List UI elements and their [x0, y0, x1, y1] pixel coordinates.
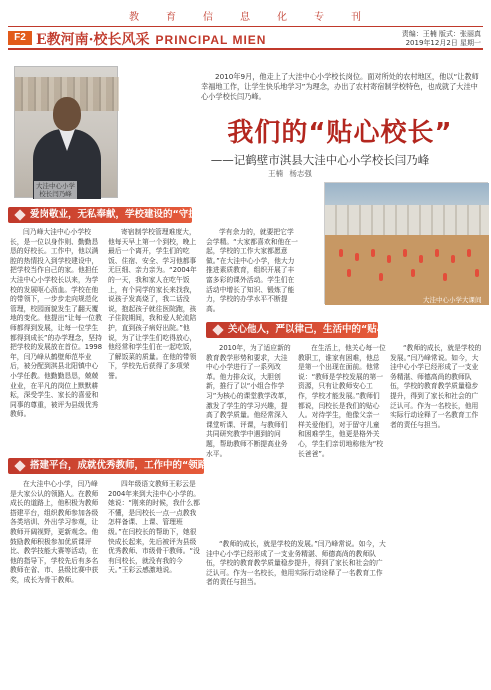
principal-photo	[14, 66, 118, 198]
article-column-1	[10, 228, 104, 456]
school-photo-caption: 大洼中心小学大课间操	[423, 296, 482, 313]
article-subheadline: ——记鹤壁市淇县大洼中心小学校长闫乃峰	[210, 153, 430, 167]
photo-student	[467, 249, 471, 257]
masthead-bottom-divider	[8, 48, 483, 50]
column-text: 2010年，为了适应新的教育教学形势和要求，大洼中心小学进行了一系列改革。他力排众议，大胆创新，推行了以“小组合作学习”为核心的课堂教学改革，激发了学生的学习兴趣，提高了教学质量。他经常深入课堂听课、评课，与教师们共同研究教学中遇到的问题，帮助教师不断提高业务水平。	[206, 344, 292, 458]
photo-student	[451, 255, 455, 263]
masthead-divider	[8, 26, 483, 27]
column-text: 在生活上，他关心每一位教职工，谁家有困难，他总是第一个出现在面前。他常说：“教师是学校发展的第一资源，只有让教师安心工作，学校才能发展。”教师们都说，闫校长是我们的贴心人。对待学生，他像父亲一样关爱他们，对于留守儿童和困难学生，他更是格外关心，学生们亲切地称他为“校长爸爸”。	[298, 344, 386, 458]
masthead-char: 专	[314, 12, 325, 23]
principal-photo-caption: 大洼中心小学 校长闫乃峰	[36, 182, 75, 198]
photo-student	[475, 269, 479, 277]
photo-student	[403, 249, 407, 257]
photo-student	[419, 255, 423, 263]
masthead-top-band	[0, 8, 491, 22]
photo-building	[325, 205, 489, 235]
masthead-char: 刊	[351, 12, 362, 23]
masthead-char: 息	[240, 12, 251, 23]
photo-student	[443, 273, 447, 281]
article-intro: 2010年9月，他走上了大洼中心小学校长岗位。面对所处的农村地区，他以“让教师幸福地工作，让学生快乐地学习”为理念，办出了农村寄宿制学校特色，也成就了大洼中心小学校长闫乃峰。	[201, 72, 479, 102]
masthead-char: 教	[129, 12, 140, 23]
editor-line: 责编：王楠 版式：张丽真	[401, 30, 481, 38]
photo-student	[347, 269, 351, 277]
section-name: E教河南·校长风采	[36, 32, 150, 48]
photo-student	[435, 249, 439, 257]
masthead	[0, 0, 491, 50]
column-text: “教师的成长，就是学校的发展。”闫乃峰常说。如今，大洼中心小学已经形成了一支业务精湛、师德高尚的教师队伍，学校的教育教学质量稳步提升，得到了家长和社会的广泛认可。作为一名校长，他用实际行动诠释了一名教育工作者的责任与担当。	[206, 540, 386, 587]
section-code-badge: F2	[8, 31, 32, 45]
photo-student	[379, 273, 383, 281]
section-name-en: PRINCIPAL MIEN	[155, 33, 267, 47]
article-column-7	[108, 480, 202, 680]
section-bar-3: 搭建平台，成就优秀教师，工作中的“领路人”	[8, 458, 204, 474]
section-bar-1: 爱岗敬业，无私奉献，学校建设的“守护人”	[8, 207, 192, 223]
article-column-5b	[390, 344, 484, 674]
school-exercise-photo	[324, 182, 488, 313]
photo-student	[411, 269, 415, 277]
principal-head	[53, 97, 81, 131]
article-column-3	[206, 228, 300, 318]
date-line: 2019年12月2日 星期一	[405, 39, 481, 47]
column-text: 学有余力的，就要把它学会学精。“大家都喜欢和他在一起，学校的工作大家都愿意做。”在大洼中心小学，他大力推进素质教育，组织开展了丰富多彩的课外活动。学生们在活动中增长了知识、锻炼了能力，学校的办学水平不断提高。	[206, 228, 298, 313]
masthead-char: 化	[277, 12, 288, 23]
article-column-2	[108, 228, 202, 456]
masthead-char: 育	[166, 12, 177, 23]
photo-student	[371, 249, 375, 257]
photo-student	[339, 249, 343, 257]
column-text: 闫乃峰大洼中心小学校长，是一位以身作则、勤勤恳恳的好校长。工作中，他以满腔的热情投入到学校建设中，把学校当作自己的家。他担任大洼中心小学校长以来，为学校的发展呕心沥血。学校在他的带领下，一步步走向规范化管理，校园面貌发生了翻天覆地的变化。他提出“让每一位教师都得到发展，让每一位学生都得到成长”的办学理念，坚持把学校的发展放在首位。1998年，闫乃峰从鹤壁师范毕业后，被分配到淇县北阳镇中心小学任教。他勤勤恳恳，兢兢业业，在平凡的岗位上默默耕耘，深受学生、家长的喜爱和同事的尊重，被评为县级优秀教师。	[10, 228, 103, 419]
column-text: 寄宿制学校管理难度大，他每天早上第一个到校，晚上最后一个离开，学生们的吃饭、住宿、安全、学习他都事无巨细、亲力亲为。“2004年的一天，我和家人在吃午饭上，有个同学的家长来找我，说孩子发高烧了，我二话没说，抱起孩子就往医院跑，孩子住院期间，我和爱人轮流陪护，直到孩子病好出院。”他说，为了让学生们吃得放心，他经常和学生们在一起吃饭，了解饭菜的质量。在他的带领下，学校先后获得了多项荣誉。	[108, 228, 197, 380]
section-title	[36, 29, 266, 49]
article-column-4	[206, 344, 294, 536]
column-text: “教师的成长，就是学校的发展。”闫乃峰常说。如今，大洼中心小学已经形成了一支业务精湛、师德高尚的教师队伍，学校的教育教学质量稳步提升，得到了家长和社会的广泛认可。作为一名校长，他用实际行动诠释了一名教育工作者的责任与担当。	[390, 344, 482, 429]
article-headline: 我们的“贴心校长”	[227, 118, 453, 148]
section-bar-2: 关心他人，严以律己，生活中的“贴心人”	[206, 322, 378, 338]
article-column-8	[206, 540, 386, 680]
column-text: 四年级语文教师王彩云是2004年来到大洼中心小学的。她说：“刚来的时候，我什么都不懂，是闫校长一点一点教我怎样备课、上课、管理班级。”在闫校长的帮助下，她很快成长起来，先后被评为县级优秀教师、市级骨干教师。“没有闫校长，就没有我的今天。”王彩云感激地说。	[108, 480, 201, 575]
photo-student	[355, 253, 359, 261]
masthead-char: 信	[203, 12, 214, 23]
column-text: 在大洼中心小学，闫乃峰是大家公认的领路人。在教师成长的道路上，他积极为教师搭建平台，组织教师参加各级各类培训、外出学习参观，让教师开阔视野，更新观念。他鼓励教师积极参加优质课评比、教学技能大赛等活动，在他的指导下，学校先后有多名教师在省、市、县级比赛中获奖，成长为骨干教师。	[10, 480, 99, 584]
edition-meta	[402, 30, 481, 48]
article-byline: 王楠 杨志强	[268, 169, 312, 178]
photo-student	[387, 255, 391, 263]
article-column-5	[298, 344, 386, 554]
article-column-6	[10, 480, 104, 680]
